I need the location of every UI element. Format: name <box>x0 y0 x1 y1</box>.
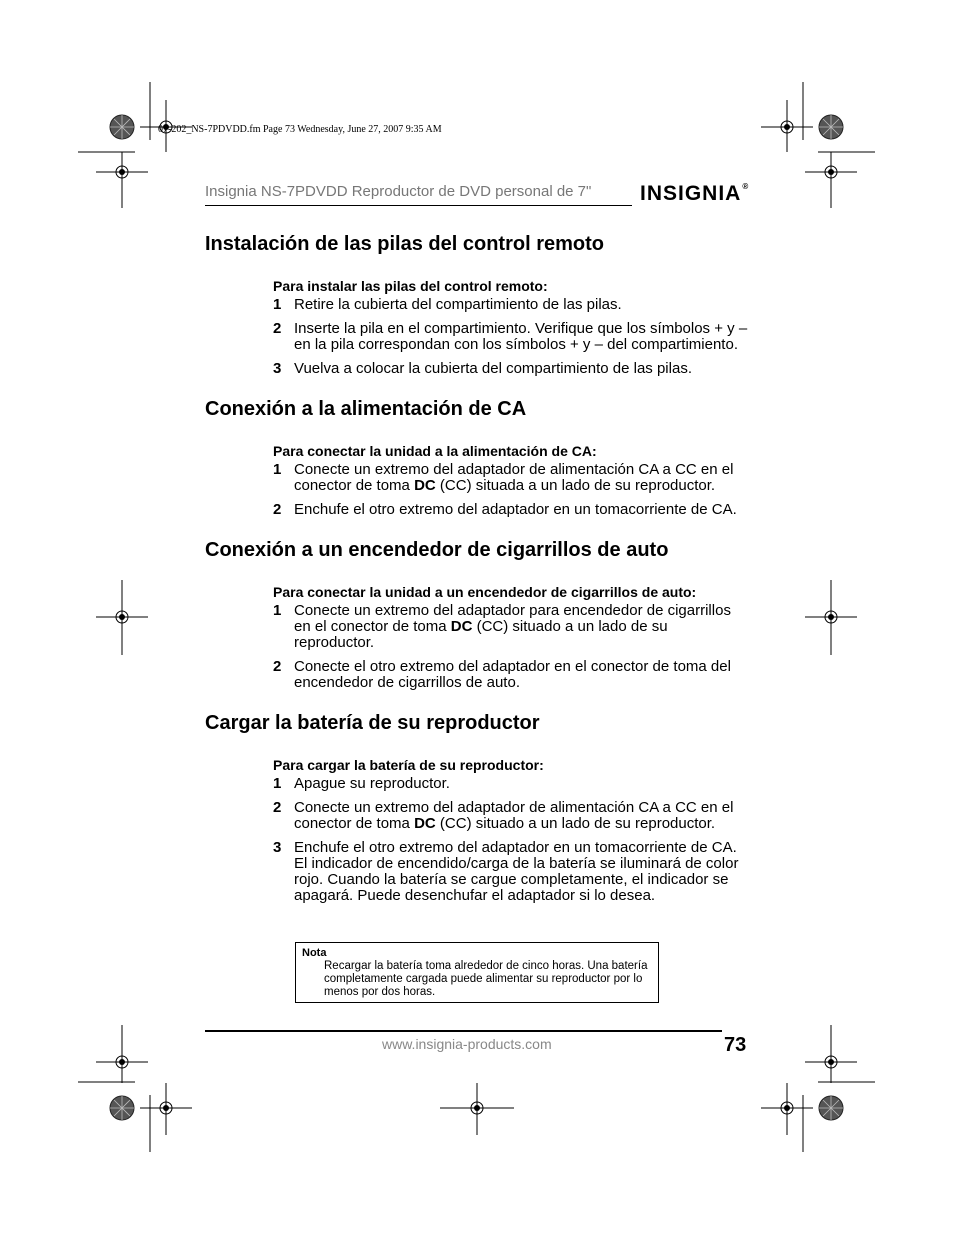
page-number: 73 <box>724 1034 747 1056</box>
step-item <box>273 321 750 353</box>
step-text: Conecte un extremo del adaptador para encendedor de cigarrillos en el conector de toma DC (CC) situado a un lado de su reproductor. <box>294 602 731 651</box>
step-text: Conecte un extremo del adaptador de alimentación CA a CC en el conector de toma DC (CC) situada a un lado de su reproductor. <box>294 461 734 494</box>
section-ac-power <box>205 395 750 518</box>
section-charge-battery <box>205 709 750 904</box>
step-text: Enchufe el otro extremo del adaptador en un tomacorriente de CA. El indicador de encendido/carga de la batería se iluminará de color rojo. Cuando la batería se cargue completamente, el indicador se apagará. Puede desenchufar el adaptador si lo desea. <box>294 839 739 904</box>
section-heading: Conexión a la alimentación de CA <box>205 398 527 420</box>
step-number: 1 <box>273 775 282 792</box>
footer-rule <box>205 1030 722 1032</box>
step-number: 2 <box>273 320 282 337</box>
insignia-logo <box>640 182 749 206</box>
step-item <box>273 361 750 377</box>
section-heading: Cargar la batería de su reproductor <box>205 712 540 734</box>
dc-label: DC <box>450 618 473 635</box>
step-item <box>273 840 750 904</box>
step-item <box>273 502 750 518</box>
dc-label: DC <box>414 477 436 494</box>
note-box <box>295 942 659 1003</box>
step-text: Apague su reproductor. <box>294 775 450 792</box>
section-heading: Conexión a un encendedor de cigarrillos de auto <box>205 539 669 561</box>
section-car-lighter <box>205 536 750 691</box>
step-list <box>273 297 750 377</box>
step-list <box>273 603 750 691</box>
step-text: Enchufe el otro extremo del adaptador en un tomacorriente de CA. <box>294 501 737 518</box>
page-content <box>205 230 750 912</box>
step-item <box>273 659 750 691</box>
step-number: 1 <box>273 461 282 478</box>
section-heading: Instalación de las pilas del control remoto <box>205 233 604 255</box>
step-item <box>273 462 750 494</box>
registered-mark: ® <box>742 182 750 191</box>
step-text: Inserte la pila en el compartimiento. Verifique que los símbolos + y – en la pila correspondan con los símbolos + y – del compartimiento. <box>294 320 748 353</box>
step-item <box>273 603 750 651</box>
procedure-title: Para instalar las pilas del control remoto: <box>273 278 548 294</box>
procedure-title: Para conectar la unidad a la alimentación de CA: <box>273 443 597 459</box>
step-list <box>273 776 750 904</box>
step-number: 1 <box>273 296 282 313</box>
header-rule <box>205 205 632 206</box>
procedure-title: Para conectar la unidad a un encendedor de cigarrillos de auto: <box>273 584 697 600</box>
step-number: 2 <box>273 658 282 675</box>
running-header: Insignia NS-7PDVDD Reproductor de DVD personal de 7" <box>205 183 592 200</box>
step-item <box>273 776 750 792</box>
note-title: Nota <box>302 947 327 959</box>
step-text: Vuelva a colocar la cubierta del compartimiento de las pilas. <box>294 360 692 377</box>
step-list <box>273 462 750 518</box>
step-number: 1 <box>273 602 282 619</box>
section-battery-remote <box>205 230 750 377</box>
step-text: Retire la cubierta del compartimiento de las pilas. <box>294 296 622 313</box>
procedure-title: Para cargar la batería de su reproductor: <box>273 757 544 773</box>
step-number: 2 <box>273 799 282 816</box>
footer-url: www.insignia-products.com <box>382 1036 552 1052</box>
step-item <box>273 800 750 832</box>
print-slug: 07-202_NS-7PDVDD.fm Page 73 Wednesday, June 27, 2007 9:35 AM <box>158 124 442 135</box>
step-text: Conecte el otro extremo del adaptador en el conector de toma del encendedor de cigarrillos de auto. <box>294 658 731 691</box>
step-number: 3 <box>273 839 282 856</box>
logo-text: INSIGNIA <box>640 182 742 205</box>
step-item <box>273 297 750 313</box>
note-text: Recargar la batería toma alrededor de cinco horas. Una batería completamente cargada puede alimentar su reproductor por lo menos por dos horas. <box>324 960 648 998</box>
step-number: 2 <box>273 501 282 518</box>
dc-label: DC <box>414 815 436 832</box>
step-number: 3 <box>273 360 282 377</box>
step-text: Conecte un extremo del adaptador de alimentación CA a CC en el conector de toma DC (CC) situado a un lado de su reproductor. <box>294 799 734 832</box>
